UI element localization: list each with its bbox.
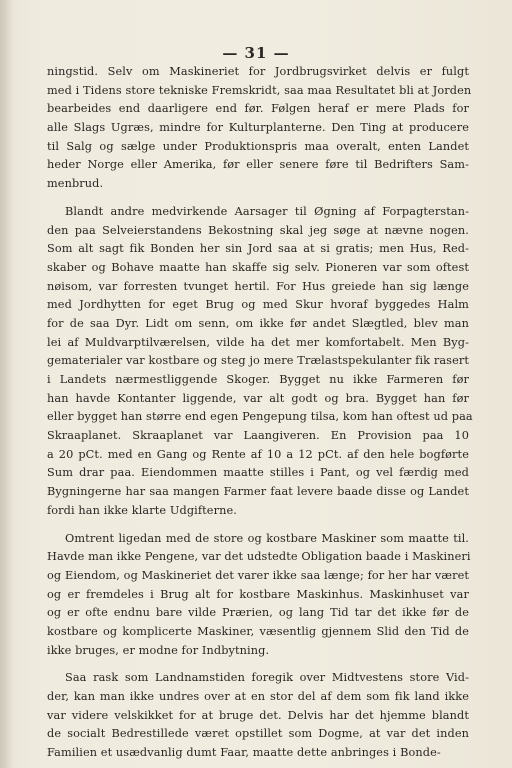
text-line: de socialt Bedrestillede været opstillet som Dogme, at var det inden	[47, 727, 469, 741]
text-line: nøisom, var forresten tvunget hertil. For Hus greiede han sig længe	[47, 279, 469, 293]
text-line: Blandt andre medvirkende Aarsager til Øgning af Forpagterstan-	[65, 204, 469, 218]
text-line: Omtrent ligedan med de store og kostbare Maskiner som maatte til.	[65, 531, 469, 545]
text-line: for de saa Dyr. Lidt om senn, om ikke før andet Slægtled, blev man	[47, 316, 469, 330]
text-line: Saa rask som Landnamstiden foregik over Midtvestens store Vid-	[65, 671, 469, 685]
text-line: Som alt sagt fik Bonden her sin Jord saa at si gratis; men Hus, Red-	[47, 242, 469, 256]
text-line: kostbare og komplicerte Maskiner, væsentlig gjennem Slid den Tid de	[47, 624, 469, 638]
text-line: han havde Kontanter liggende, var alt godt og bra. Bygget han før	[47, 391, 469, 405]
paragraph	[47, 530, 469, 661]
text-line: der, kan man ikke undres over at en stor del af dem som fik land ikke	[47, 690, 469, 703]
paragraph	[47, 203, 473, 521]
text-line: Sum drar paa. Eiendommen maatte stilles i Pant, og vel færdig med	[47, 466, 469, 480]
text-line: gematerialer var kostbare og steg jo mere Trælastspekulanter fik rasert	[47, 354, 469, 368]
body-text	[47, 63, 473, 763]
text-line: alle Slags Ugræs, mindre for Kulturplanterne. Den Ting at producere	[47, 121, 469, 135]
paragraph-gap	[47, 660, 469, 669]
text-line: lei af Muldvarptilværelsen, vilde ha det mer komfortabelt. Men Byg-	[47, 335, 469, 349]
text-line: Skraaplanet. Skraaplanet var Laangiveren. En Provision paa 10	[47, 429, 469, 443]
text-line: den paa Selveierstandens Bekostning skal jeg søge at nævne nogen.	[47, 223, 469, 237]
text-line: bearbeides end daarligere end før. Følgen heraf er mere Plads for	[47, 102, 469, 116]
text-line: heder Norge eller Amerika, før eller senere føre til Bedrifters Sam-	[47, 158, 469, 172]
page-number: — 31 —	[222, 44, 290, 62]
paragraph-gap	[47, 194, 469, 203]
text-line: var videre velskikket for at bruge det. Delvis har det hjemme blandt	[47, 708, 469, 722]
text-line: fordi han ikke klarte Udgifterne.	[47, 503, 237, 517]
text-line: med Jordhytten for eget Brug og med Skur hvoraf byggedes Halm	[47, 298, 469, 312]
text-line: og er fremdeles i Brug alt for kostbare Maskinhus. Maskinhuset var	[47, 587, 469, 601]
paragraph	[47, 63, 472, 194]
text-line: med i Tidens store tekniske Fremskridt, saa maa Resultatet bli at Jorden	[47, 83, 472, 97]
text-line: ningstid. Selv om Maskineriet for Jordbrugsvirket delvis er fulgt	[47, 65, 469, 78]
text-line: i Landets nærmestliggende Skoger. Bygget nu ikke Farmeren før	[47, 373, 469, 386]
text-line: eller bygget han større end egen Pengepung tilsa, kom han oftest ud paa	[47, 410, 473, 424]
text-line: skaber og Bohave maatte han skaffe sig selv. Pioneren var som oftest	[47, 260, 469, 274]
text-line: og er ofte endnu bare vilde Prærien, og lang Tid tar det ikke før de	[47, 606, 469, 620]
text-line: Bygningerne har saa mangen Farmer faat levere baade disse og Landet	[47, 485, 469, 499]
text-line: og Eiendom, og Maskineriet det varer ikke saa længe; for her har været	[47, 568, 469, 582]
text-line: Familien et usædvanlig dumt Faar, maatte dette anbringes i Bonde-	[47, 746, 441, 760]
text-line: ikke bruges, er modne for Indbytning.	[47, 643, 270, 657]
text-line: a 20 pCt. med en Gang og Rente af 10 a 12 pCt. af den hele bogførte	[47, 447, 469, 461]
paragraph	[47, 669, 469, 762]
spine-shadow	[0, 0, 14, 768]
text-line: menbrud.	[47, 177, 104, 191]
paragraph-gap	[47, 521, 469, 530]
text-line: Havde man ikke Pengene, var det udstedte Obligation baade i Maskineri	[47, 550, 471, 564]
text-line: til Salg og sælge under Produktionspris maa overalt, enten Landet	[47, 139, 469, 153]
